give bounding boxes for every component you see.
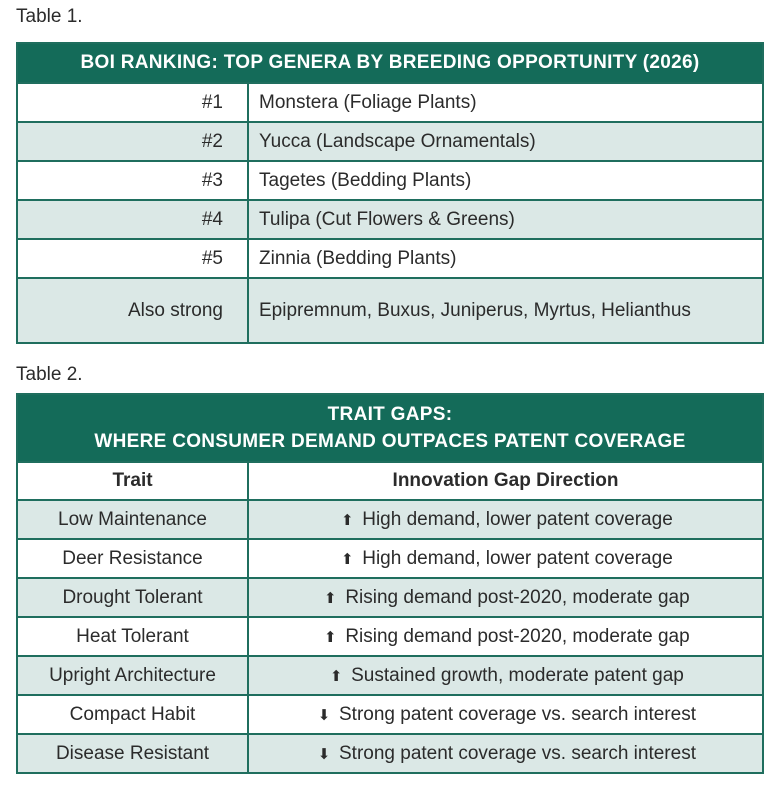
up-arrow-icon: ⬆ bbox=[324, 589, 337, 607]
direction-cell bbox=[248, 578, 763, 617]
trait-cell: Drought Tolerant bbox=[17, 578, 248, 617]
rank-cell: Also strong bbox=[17, 278, 248, 343]
table-row bbox=[17, 161, 763, 200]
up-arrow-icon: ⬆ bbox=[324, 628, 337, 646]
boi-ranking-table bbox=[16, 42, 764, 344]
direction-text: Sustained growth, moderate patent gap bbox=[351, 664, 684, 686]
direction-text: High demand, lower patent coverage bbox=[362, 508, 673, 530]
table2-caption: Table 2. bbox=[16, 364, 83, 385]
direction-text: Strong patent coverage vs. search interest bbox=[339, 742, 696, 764]
direction-text: Rising demand post-2020, moderate gap bbox=[345, 586, 690, 608]
rank-cell: #3 bbox=[17, 161, 248, 200]
trait-cell: Disease Resistant bbox=[17, 734, 248, 773]
direction-cell bbox=[248, 656, 763, 695]
table-row bbox=[17, 695, 763, 734]
table-row bbox=[17, 539, 763, 578]
table2-header-line1: TRAIT GAPS: bbox=[327, 404, 453, 425]
genus-cell: Yucca (Landscape Ornamentals) bbox=[248, 122, 763, 161]
table-row bbox=[17, 656, 763, 695]
direction-cell bbox=[248, 500, 763, 539]
up-arrow-icon: ⬆ bbox=[340, 511, 354, 529]
table-row bbox=[17, 617, 763, 656]
table2-header-line2: WHERE CONSUMER DEMAND OUTPACES PATENT COVERAGE bbox=[94, 431, 686, 452]
table-row bbox=[17, 734, 763, 773]
rank-cell: #1 bbox=[17, 83, 248, 122]
direction-text: High demand, lower patent coverage bbox=[362, 547, 673, 569]
direction-text: Rising demand post-2020, moderate gap bbox=[345, 625, 690, 647]
genus-cell: Epipremnum, Buxus, Juniperus, Myrtus, Helianthus bbox=[248, 278, 763, 343]
trait-column-header: Trait bbox=[17, 462, 248, 500]
genus-cell: Monstera (Foliage Plants) bbox=[248, 83, 763, 122]
direction-column-header: Innovation Gap Direction bbox=[248, 462, 763, 500]
genus-cell: Tulipa (Cut Flowers & Greens) bbox=[248, 200, 763, 239]
down-arrow-icon: ⬇ bbox=[317, 745, 331, 763]
direction-cell bbox=[248, 734, 763, 773]
direction-cell bbox=[248, 539, 763, 578]
table-row bbox=[17, 278, 763, 343]
table-row bbox=[17, 578, 763, 617]
table-row bbox=[17, 239, 763, 278]
trait-cell: Deer Resistance bbox=[17, 539, 248, 578]
genus-cell: Zinnia (Bedding Plants) bbox=[248, 239, 763, 278]
trait-cell: Heat Tolerant bbox=[17, 617, 248, 656]
table-row bbox=[17, 500, 763, 539]
table2-header bbox=[17, 394, 763, 462]
direction-text: Strong patent coverage vs. search interest bbox=[339, 703, 696, 725]
table-row bbox=[17, 83, 763, 122]
table-row bbox=[17, 200, 763, 239]
up-arrow-icon: ⬆ bbox=[340, 550, 354, 568]
trait-cell: Low Maintenance bbox=[17, 500, 248, 539]
genus-cell: Tagetes (Bedding Plants) bbox=[248, 161, 763, 200]
direction-cell bbox=[248, 617, 763, 656]
direction-cell bbox=[248, 695, 763, 734]
trait-cell: Compact Habit bbox=[17, 695, 248, 734]
rank-cell: #4 bbox=[17, 200, 248, 239]
table-row bbox=[17, 122, 763, 161]
column-header-row bbox=[17, 462, 763, 500]
down-arrow-icon: ⬇ bbox=[317, 706, 331, 724]
table1-header: BOI RANKING: TOP GENERA BY BREEDING OPPORTUNITY (2026) bbox=[17, 43, 763, 83]
trait-gaps-table bbox=[16, 393, 764, 774]
table1-caption: Table 1. bbox=[16, 6, 83, 27]
rank-cell: #2 bbox=[17, 122, 248, 161]
up-arrow-icon: ⬆ bbox=[329, 667, 343, 685]
rank-cell: #5 bbox=[17, 239, 248, 278]
trait-cell: Upright Architecture bbox=[17, 656, 248, 695]
